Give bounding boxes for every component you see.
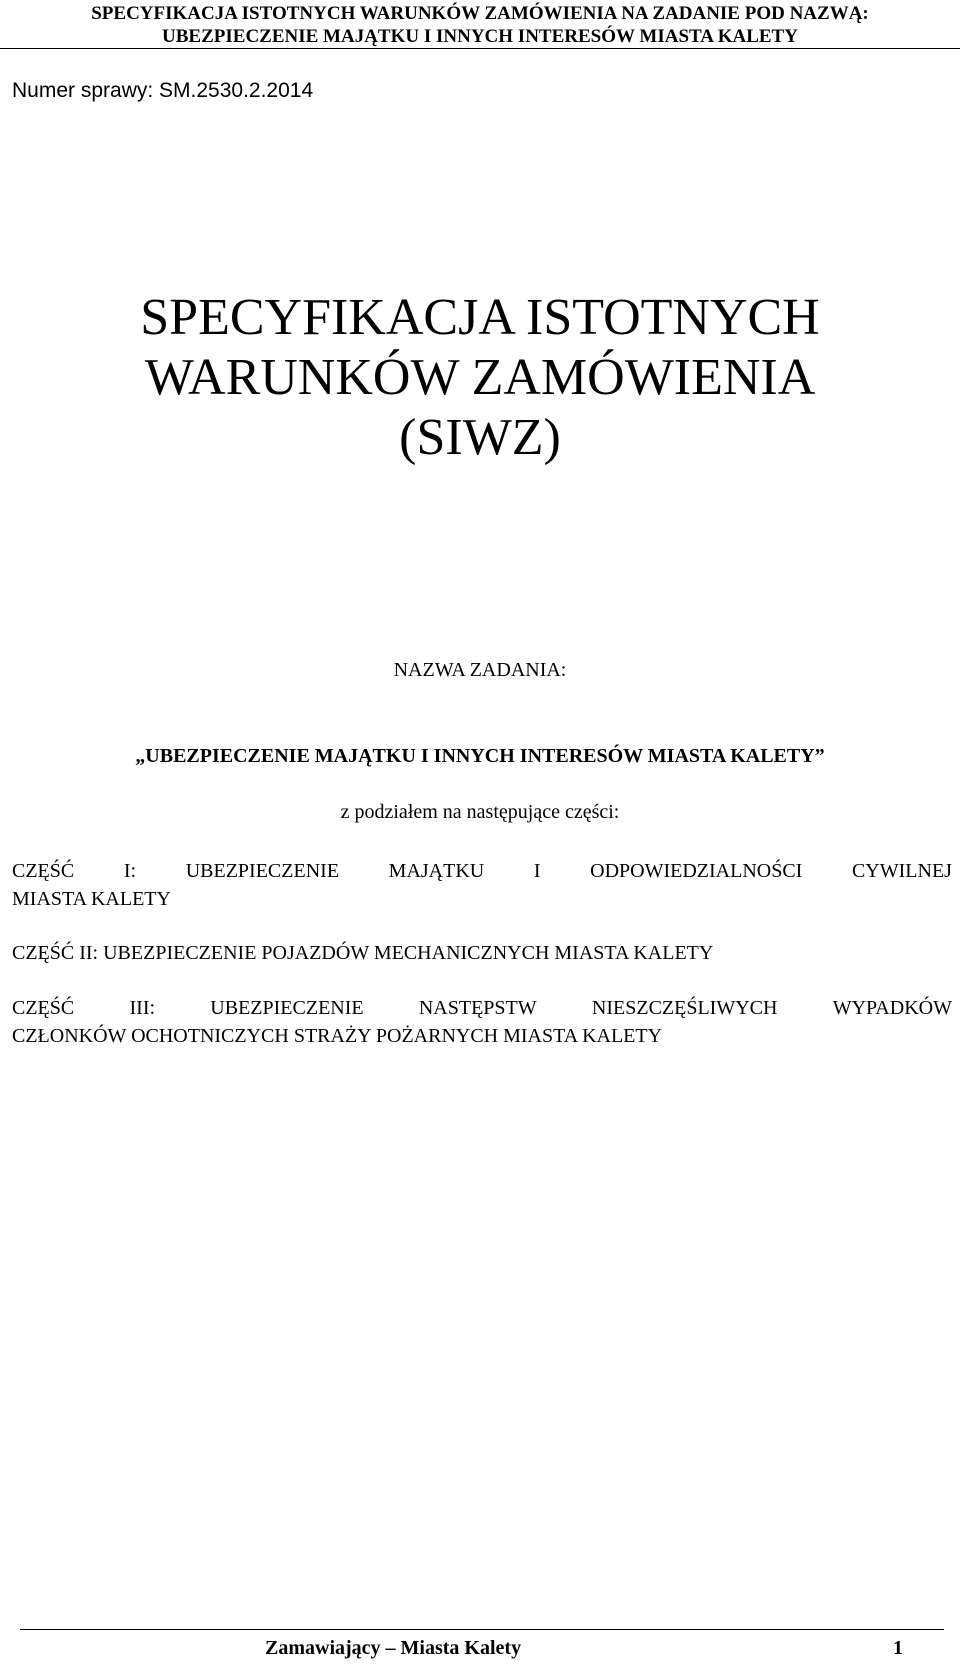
part-1-word: UBEZPIECZENIE [185,860,340,882]
document-title-line-3: (SIWZ) [399,409,561,466]
task-name [0,744,960,768]
part-1-word: ODPOWIEDZIALNOŚCI [590,860,803,882]
part-2-line-1: CZĘŚĆ II: UBEZPIECZENIE POJAZDÓW MECHANICZNYCH MIASTA KALETY [12,942,714,964]
page-number: 1 [893,1637,903,1659]
document-title-line-2: WARUNKÓW ZAMÓWIENIA [144,349,816,406]
header-divider [0,48,960,49]
running-header-line-1: SPECYFIKACJA ISTOTNYCH WARUNKÓW ZAMÓWIENIA NA ZADANIE POD NAZWĄ: [91,3,869,24]
part-1-word: CYWILNEJ [851,860,952,882]
part-2 [12,939,952,967]
part-1-word: I [533,860,541,882]
part-3-word: CZĘŚĆ [12,997,75,1019]
part-1-line-1 [12,857,952,885]
running-header [0,2,960,48]
part-3-line-2: CZŁONKÓW OCHOTNICZYCH STRAŻY POŻARNYCH MIASTA KALETY [12,1025,663,1047]
division-intro: z podziałem na następujące części: [340,801,620,823]
part-3-word: NIESZCZĘŚLIWYCH [591,997,778,1019]
document-title-line-1: SPECYFIKACJA ISTOTNYCH [140,289,820,346]
task-name-text: „UBEZPIECZENIE MAJĄTKU I INNYCH INTERESÓW MIASTA KALETY” [135,745,825,767]
part-3 [12,994,952,1050]
part-1-word: MAJĄTKU [388,860,485,882]
running-header-line-2: UBEZPIECZENIE MAJĄTKU I INNYCH INTERESÓW MIASTA KALETY [162,26,798,47]
part-3-word: WYPADKÓW [832,997,952,1019]
part-3-word: III: [129,997,156,1019]
part-3-word: NASTĘPSTW [418,997,537,1019]
footer-divider [20,1629,944,1630]
part-3-line-1 [12,994,952,1022]
footer-text: Zamawiający – Miasta Kalety [265,1637,522,1659]
part-1 [12,857,952,913]
document-title [0,288,960,468]
part-3-word: UBEZPIECZENIE [210,997,364,1019]
part-1-line-2: MIASTA KALETY [12,888,171,910]
part-1-word: CZĘŚĆ [12,860,75,882]
task-label: NAZWA ZADANIA: [393,659,567,681]
case-number: Numer sprawy: SM.2530.2.2014 [12,79,314,102]
part-1-word: I: [123,860,137,882]
